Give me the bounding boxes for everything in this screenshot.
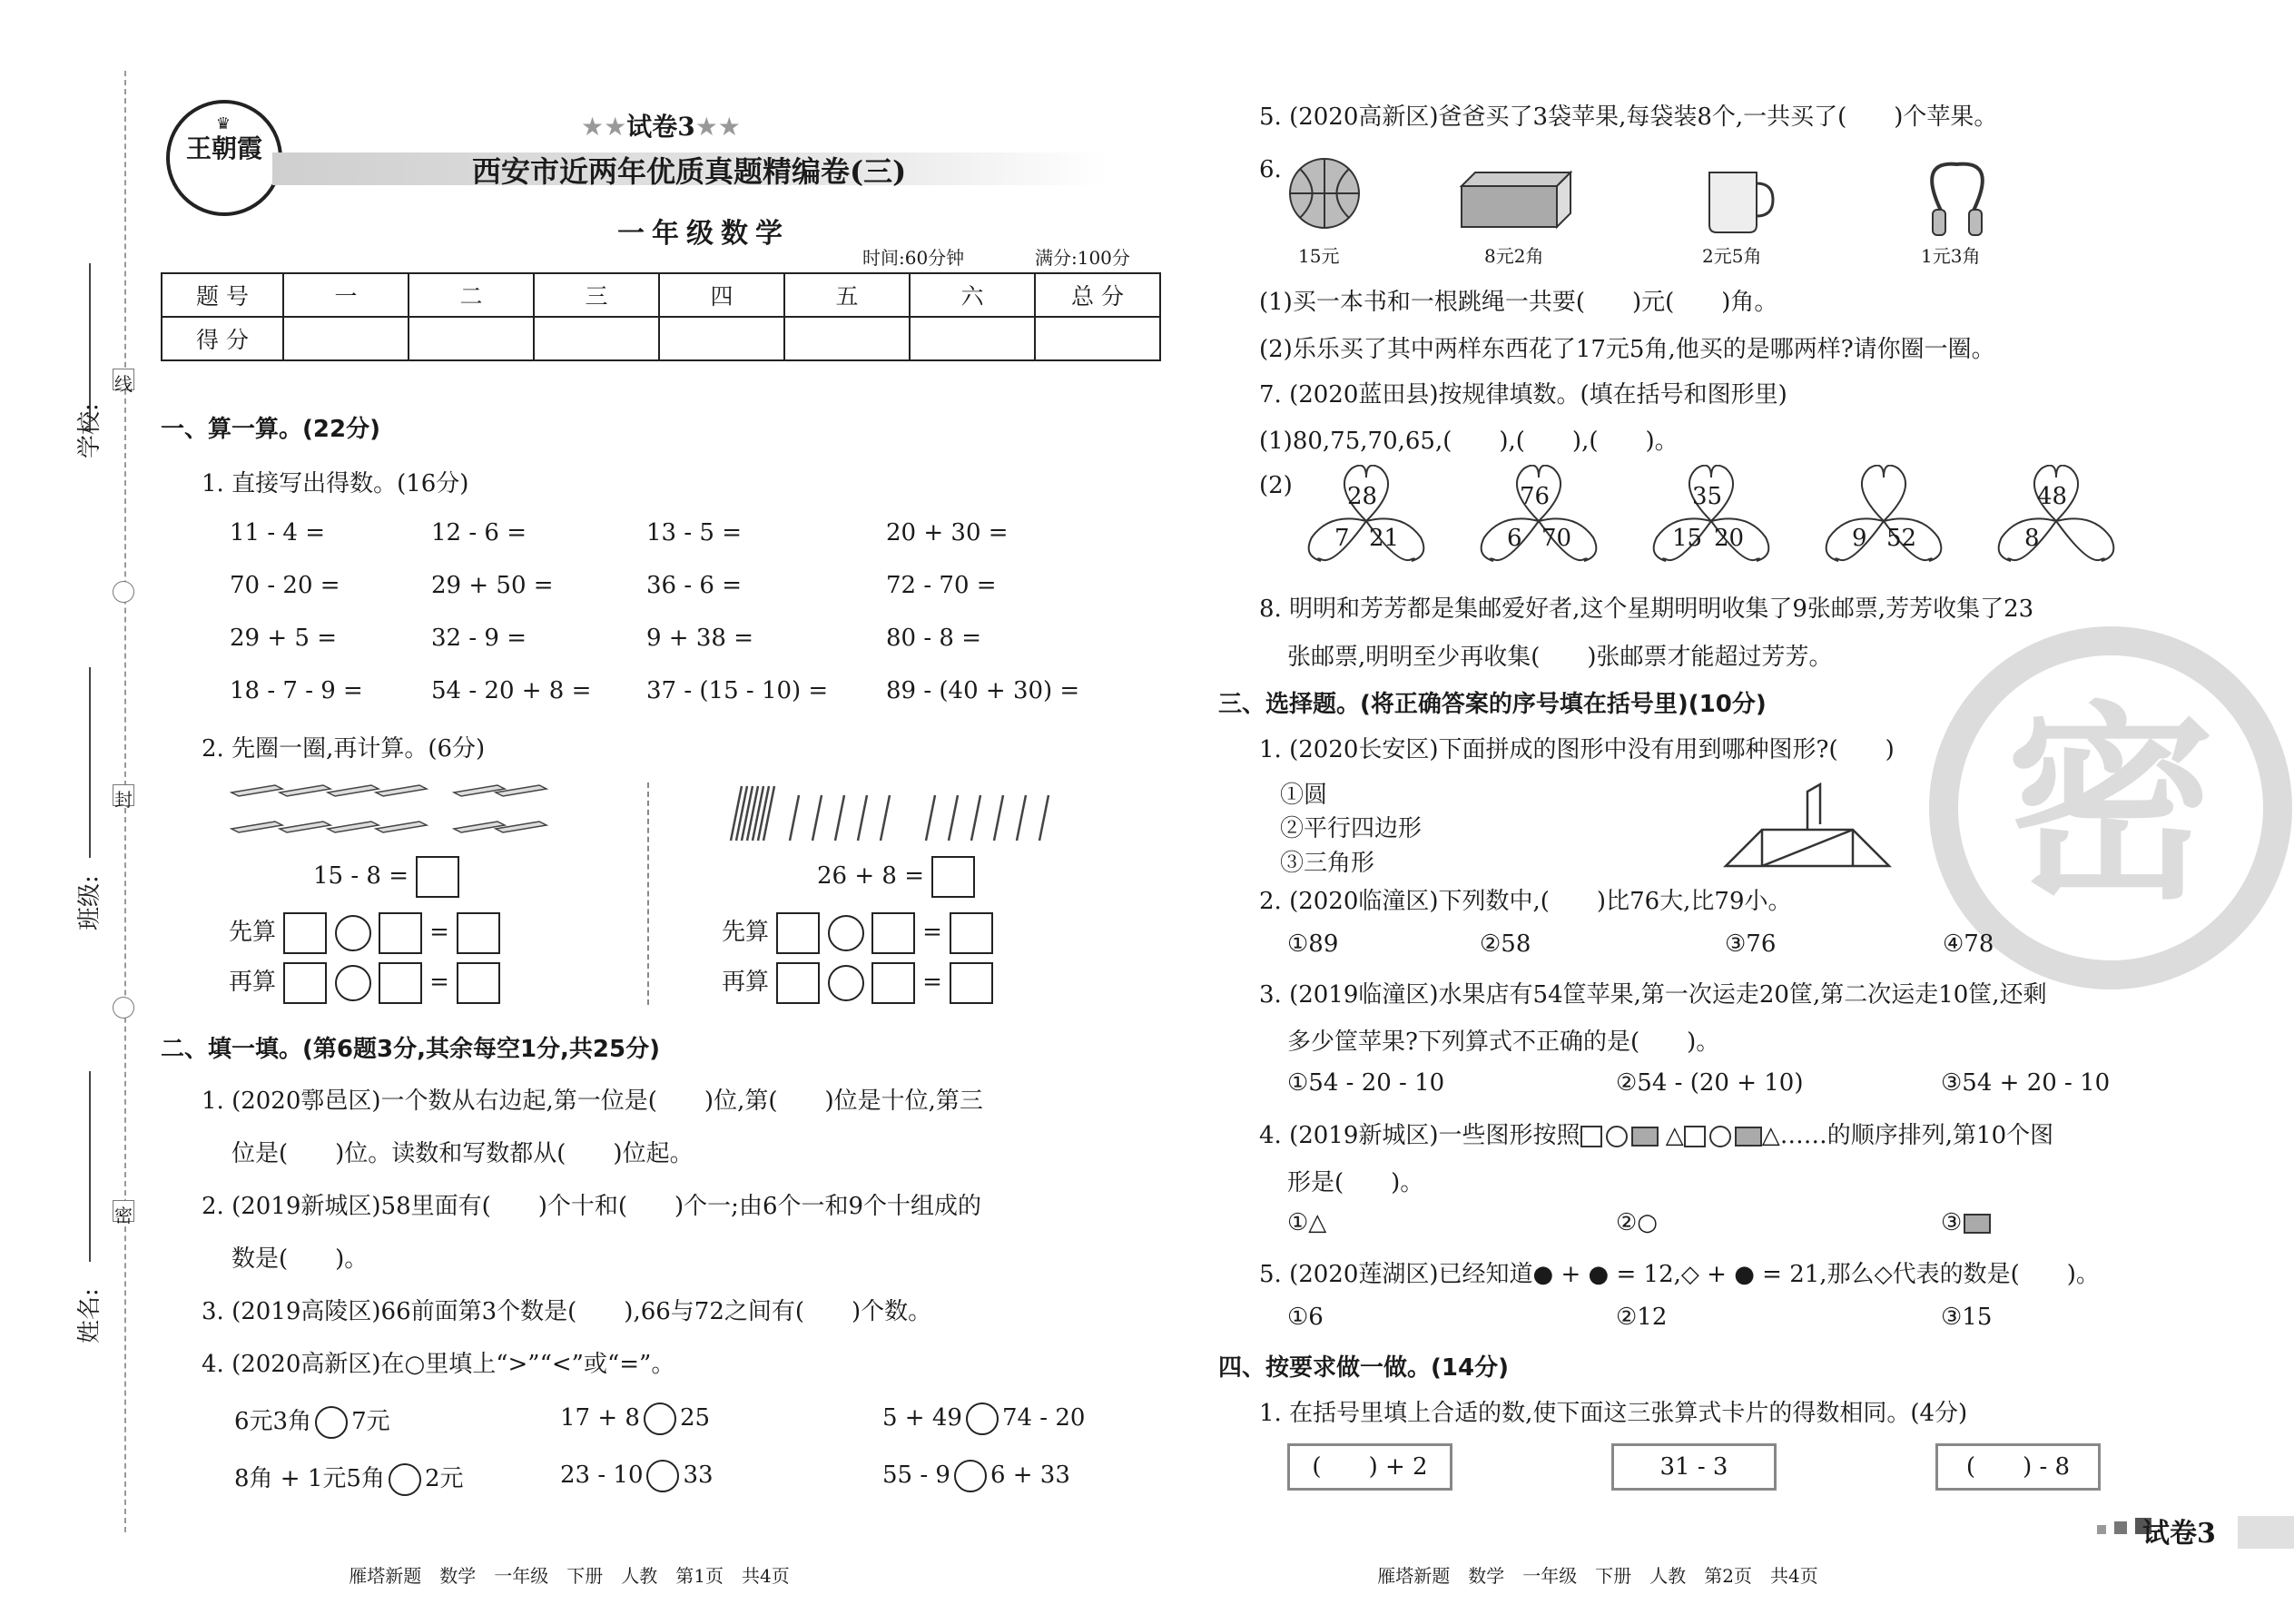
option: ①89 [1287, 930, 1339, 958]
clover-left: 6 [1507, 525, 1522, 552]
clover-top: 48 [2037, 483, 2068, 510]
black-circle-icon: ● [1532, 1261, 1554, 1288]
calc-item: 9 + 38 = [646, 625, 753, 652]
calc-item: 11 - 4 = [230, 519, 325, 546]
left-equation: 15 - 8 = [313, 856, 459, 898]
logo: ♛ 王朝霞 [166, 100, 282, 216]
black-circle-icon: ● [1734, 1261, 1755, 1288]
class-label: 班级: [76, 875, 103, 930]
right-equation: 26 + 8 = [817, 856, 975, 898]
s3-q4a: 4. (2019新城区)一些图形按照 △ △……的顺序排列,第10个图 [1259, 1122, 2054, 1149]
calc-item: 89 - (40 + 30) = [886, 677, 1080, 704]
calc-item: 37 - (15 - 10) = [646, 677, 829, 704]
badge: ★★试卷3★★ [581, 112, 741, 142]
footer-right: 雁塔新题 数学 一年级 下册 人教 第2页 共4页 [1377, 1565, 1818, 1587]
s2-q8a: 8. 明明和芳芳都是集邮爱好者,这个星期明明收集了9张邮票,芳芳收集了23 [1259, 595, 2034, 623]
clover-left: 7 [1334, 525, 1350, 552]
s2-q6: 6. [1259, 156, 1282, 183]
option: ③ [1941, 1209, 1991, 1236]
school-label: 学校: [76, 403, 103, 458]
s2-q1b: 位是( )位。读数和写数都从( )位起。 [231, 1140, 694, 1167]
option: ②平行四边形 [1280, 815, 1423, 842]
divider [647, 782, 649, 1005]
s2-q6-2: (2)乐乐买了其中两样东西花了17元5角,他买的是哪两样?请你圈一圈。 [1259, 336, 1995, 363]
option: ④78 [1943, 930, 1994, 958]
option: ①54 - 20 - 10 [1287, 1069, 1445, 1097]
clover-right: 70 [1541, 525, 1572, 552]
s3-q4b: 形是( )。 [1287, 1169, 1424, 1196]
s2-q5: 5. (2020高新区)爸爸买了3袋苹果,每袋装8个,一共买了( )个苹果。 [1259, 103, 1998, 131]
option: ①△ [1287, 1209, 1327, 1236]
triangle-icon: △ [1761, 1122, 1780, 1149]
calc-item: 54 - 20 + 8 = [431, 677, 592, 704]
section-2-heading: 二、填一填。(第6题3分,其余每空1分,共25分) [161, 1036, 660, 1063]
s2-q8b: 张邮票,明明至少再收集( )张邮票才能超过芳芳。 [1287, 644, 1833, 671]
rectangle-icon [1964, 1214, 1991, 1234]
circle-icon [1709, 1126, 1731, 1147]
expression-card[interactable]: ( ) - 8 [1935, 1443, 2101, 1491]
footer-tag-bar [2238, 1516, 2294, 1549]
clover-right: 52 [1886, 525, 1917, 552]
compare-item: 23 - 10 33 [560, 1460, 714, 1492]
calc-item: 29 + 50 = [431, 572, 554, 599]
s2-q7-1: (1)80,75,70,65,( ),( ),( )。 [1259, 428, 1679, 455]
calc-item: 32 - 9 = [431, 625, 527, 652]
price-label: 8元2角 [1484, 245, 1544, 267]
full-score: 满分:100分 [1035, 247, 1130, 269]
s3-q1: 1. (2020长安区)下面拼成的图形中没有用到哪种图形?( ) [1259, 736, 1895, 763]
subtitle: 一年级数学 [617, 218, 790, 250]
clover-left: 15 [1672, 525, 1703, 552]
right-then-row: 再算 = [722, 962, 993, 1004]
pencil-group-icon [227, 776, 590, 849]
sticks-bundle-icon [722, 781, 1076, 844]
option: ②54 - (20 + 10) [1616, 1069, 1804, 1097]
clover-top: 76 [1520, 483, 1551, 510]
compare-item: 8角 + 1元5角 2元 [234, 1460, 464, 1496]
price-label: 1元3角 [1921, 245, 1981, 267]
footer-tag: 试卷3 [2142, 1518, 2216, 1550]
cup-icon [1705, 165, 1777, 236]
calc-item: 20 + 30 = [886, 519, 1009, 546]
circle-icon [1606, 1126, 1628, 1147]
option: ③15 [1941, 1304, 1993, 1331]
calc-item: 12 - 6 = [431, 519, 527, 546]
option: ③54 + 20 - 10 [1941, 1069, 2111, 1097]
black-circle-icon: ● [1588, 1261, 1610, 1288]
calc-item: 80 - 8 = [886, 625, 981, 652]
section-4-heading: 四、按要求做一做。(14分) [1218, 1354, 1509, 1382]
square-icon [1684, 1126, 1706, 1147]
crown-icon: ♛ [215, 114, 233, 133]
option: ①圆 [1280, 782, 1328, 809]
section-3-heading: 三、选择题。(将正确答案的序号填在括号里)(10分) [1218, 691, 1767, 718]
basketball-icon [1287, 156, 1362, 231]
s2-q7-2: (2) [1259, 472, 1293, 499]
s4-q1: 1. 在括号里填上合适的数,使下面这三张算式卡片的得数相同。(4分) [1259, 1400, 1968, 1427]
clover-row [1303, 465, 2210, 578]
binding-hole-icon [113, 997, 134, 1019]
option: ③76 [1725, 930, 1777, 958]
clover-left: 8 [2024, 525, 2040, 552]
calc-item: 18 - 7 - 9 = [230, 677, 363, 704]
section-1-heading: 一、算一算。(22分) [161, 416, 380, 443]
s2-q6-1: (1)买一本书和一根跳绳一共要( )元( )角。 [1259, 289, 1778, 316]
price-label: 2元5角 [1702, 245, 1762, 267]
binding-mark-mi: 密 [113, 1200, 134, 1222]
calc-item: 72 - 70 = [886, 572, 997, 599]
s2-q3: 3. (2019高陵区)66前面第3个数是( ),66与72之间有( )个数。 [202, 1298, 932, 1325]
square-icon [1580, 1126, 1602, 1147]
binding-hole-icon [113, 581, 134, 603]
calc-item: 13 - 5 = [646, 519, 742, 546]
compare-item: 17 + 8 25 [560, 1403, 710, 1435]
left-then-row: 再算 = [229, 962, 500, 1004]
compare-item: 6元3角 7元 [234, 1403, 390, 1439]
s1-q2: 2. 先圈一圈,再计算。(6分) [202, 735, 486, 763]
s2-q2a: 2. (2019新城区)58里面有( )个十和( )个一;由6个一和9个十组成的 [202, 1193, 982, 1220]
right-first-row: 先算 = [722, 912, 993, 954]
option: ③三角形 [1280, 850, 1375, 877]
jump-rope-icon [1920, 160, 1994, 238]
calc-item: 36 - 6 = [646, 572, 742, 599]
s3-q3a: 3. (2019临潼区)水果店有54筐苹果,第一次运走20筐,第二次运走10筐,还剩 [1259, 981, 2047, 1009]
calc-item: 70 - 20 = [230, 572, 340, 599]
option: ②○ [1616, 1209, 1658, 1236]
s3-q3b: 多少筐苹果?下列算式不正确的是( )。 [1287, 1029, 1720, 1056]
s1-q1: 1. 直接写出得数。(16分) [202, 470, 469, 497]
name-label: 姓名: [76, 1288, 103, 1343]
time-limit: 时间:60分钟 [862, 247, 965, 269]
expression-card[interactable]: ( ) + 2 [1287, 1443, 1452, 1491]
clover-left: 9 [1852, 525, 1867, 552]
clover-top: 28 [1347, 483, 1378, 510]
page-title: 西安市近两年优质真题精编卷(三) [472, 154, 907, 189]
composite-shape-icon [1720, 782, 1893, 870]
clover-right: 20 [1714, 525, 1745, 552]
option: ①6 [1287, 1304, 1324, 1331]
book-icon [1457, 168, 1575, 231]
s2-q7: 7. (2020蓝田县)按规律填数。(填在括号和图形里) [1259, 381, 1787, 408]
class-line [89, 667, 91, 858]
s3-q2: 2. (2020临潼区)下列数中,( )比76大,比79小。 [1259, 888, 1792, 915]
score-table: 题 号 一 二 三 四 五 六 总 分 得 分 [161, 272, 1161, 361]
clover-top: 35 [1692, 483, 1723, 510]
price-label: 15元 [1298, 245, 1340, 267]
option: ②12 [1616, 1304, 1668, 1331]
triangle-icon: △ [1665, 1122, 1684, 1149]
rectangle-icon [1735, 1127, 1762, 1147]
name-line [89, 1071, 91, 1262]
calc-item: 29 + 5 = [230, 625, 337, 652]
clover-right: 21 [1369, 525, 1400, 552]
compare-item: 5 + 49 74 - 20 [882, 1403, 1085, 1435]
s2-q2b: 数是( )。 [231, 1245, 369, 1273]
s2-q1a: 1. (2020鄠邑区)一个数从右边起,第一位是( )位,第( )位是十位,第三 [202, 1088, 983, 1115]
footer-left: 雁塔新题 数学 一年级 下册 人教 第1页 共4页 [349, 1565, 790, 1587]
s3-q5: 5. (2020莲湖区)已经知道● + ● = 12,◇ + ● = 21,那么◇代表的数是( )。 [1259, 1261, 2100, 1288]
left-first-row: 先算 = [229, 912, 500, 954]
rectangle-icon [1631, 1127, 1659, 1147]
expression-card: 31 - 3 [1611, 1443, 1777, 1491]
s2-q4: 4. (2020高新区)在○里填上“>”“<”或“=”。 [202, 1351, 675, 1378]
binding-mark-feng: 封 [113, 784, 134, 806]
binding-mark-xian: 线 [113, 369, 134, 390]
compare-item: 55 - 9 6 + 33 [882, 1460, 1070, 1492]
watermark: 密 [1929, 626, 2292, 989]
option: ②58 [1480, 930, 1531, 958]
